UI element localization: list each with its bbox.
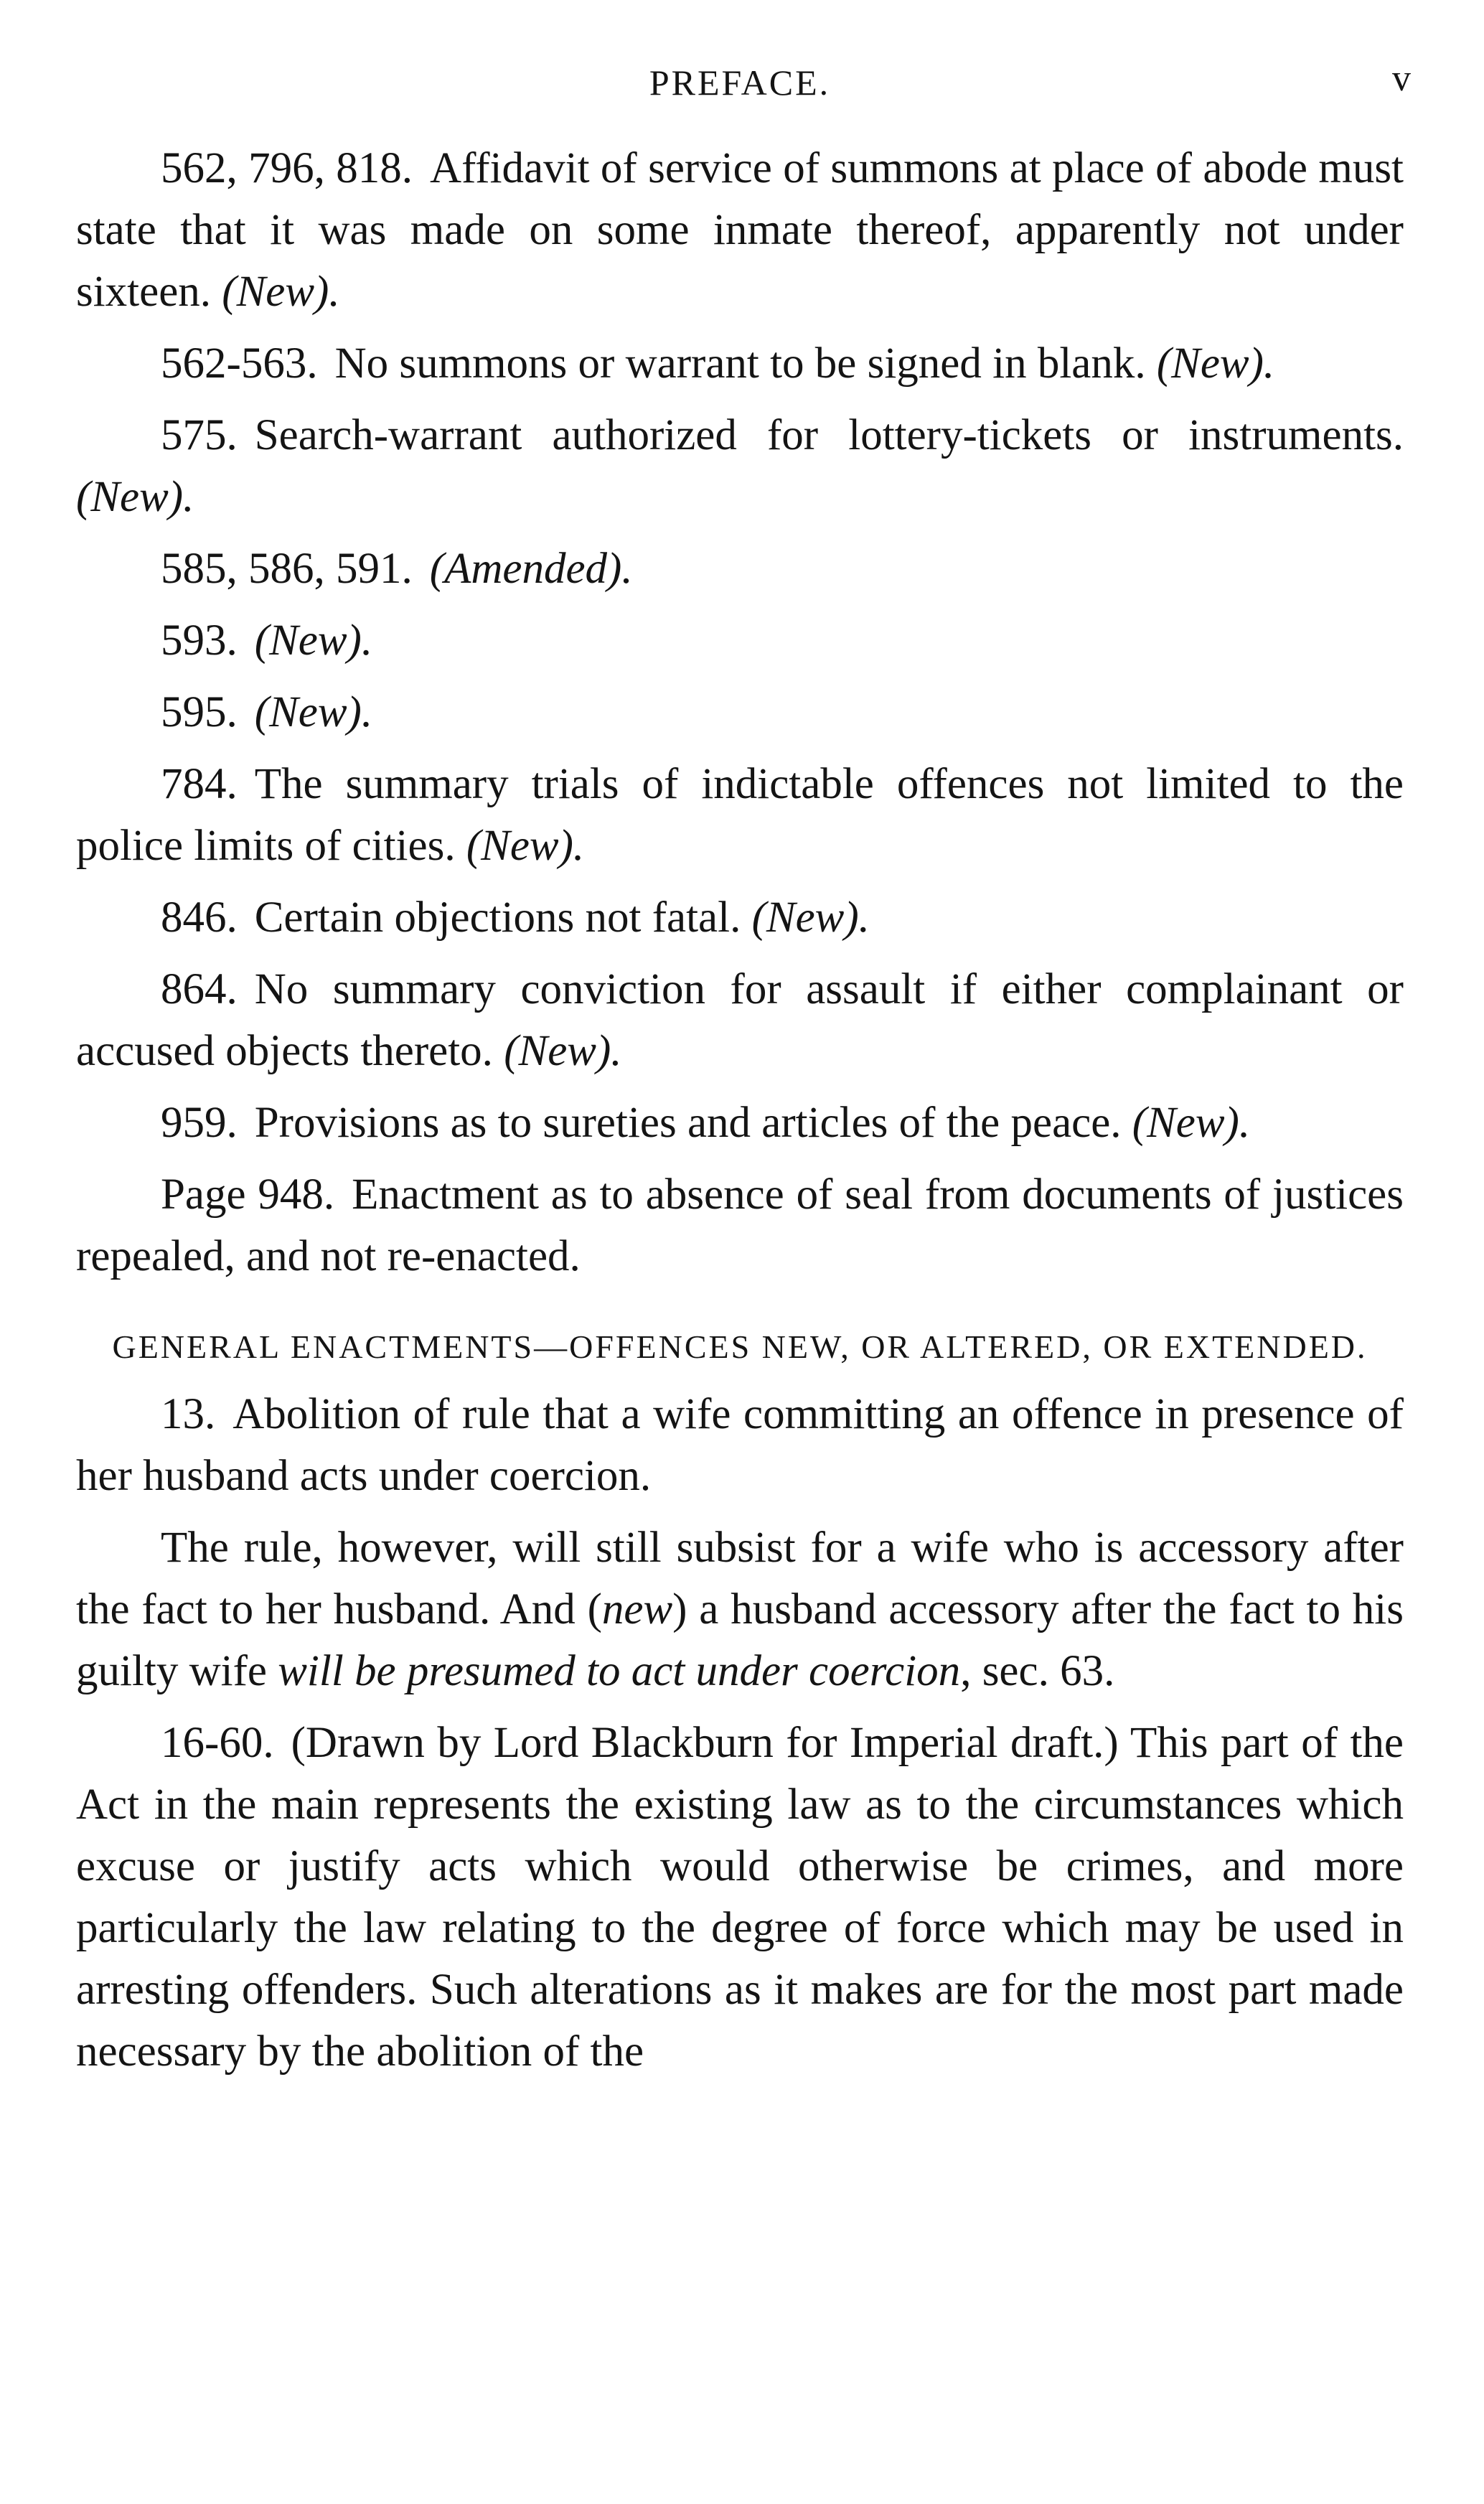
general-enactments [76,1384,1404,2083]
entry-text: Search-warrant authorized for lottery-tickets or instruments. [254,411,1404,459]
entry-number: 593. [161,616,238,665]
paragraph-text-start: The rule, however, will still subsist for a wife who is accessory after the fact to her husband. And ( [76,1524,1404,1633]
entry-note: (New). [254,688,373,736]
entry-864 [76,959,1404,1082]
entry-text: Abolition of rule that a wife committing an offence in presence of her husband acts under coercion. [76,1390,1404,1500]
entry-593 [76,610,1404,672]
entry-text: No summons or warrant to be signed in blank. [334,339,1146,388]
entry-number: 562, 796, 818. [161,144,413,192]
paragraph-text-middle: ) a husband accessory after the fact to his guilty wife [76,1585,1404,1695]
entry-number: 13. [161,1390,216,1438]
entry-note: (New). [751,894,870,942]
entry-16-60 [76,1712,1404,2083]
entry-585-586-591 [76,538,1404,600]
entry-note: (New). [1156,339,1275,388]
entry-text: The summary trials of indictable offences not limited to the police limits of cities. [76,760,1404,870]
entry-text: Affidavit of service of summons at place of abode must state that it was made on some inmate thereof, apparently not under sixteen. [76,144,1404,316]
paragraph-text-end: , sec. 63. [960,1647,1115,1695]
entry-846 [76,887,1404,949]
amendment-list [76,138,1404,1288]
entry-note: (Amended). [429,545,633,593]
entry-number: 16-60. [161,1719,274,1767]
italic-phrase: will be presumed to act under coercion [278,1647,961,1695]
entry-575 [76,405,1404,528]
entry-959 [76,1092,1404,1154]
section-heading: GENERAL ENACTMENTS—OFFENCES NEW, OR ALTERED, OR EXTENDED. [112,1328,1368,1365]
entry-number: 585, 586, 591. [161,545,413,593]
entry-number: 846. [161,894,238,942]
page-number: v [1392,58,1411,99]
entry-note: (New). [504,1027,622,1075]
entry-number: 784. [161,760,238,808]
entry-text: (Drawn by Lord Blackburn for Imperial draft.) This part of the Act in the main represents the existing law as to the circumstances which excuse or justify acts which would otherwise be crimes, and more particularly the law relating to the degree of force which may be used in arresting offenders. Such alterations as it makes are for the most part made necessary by the abolition of the [76,1719,1404,2076]
entry-562-796-818 [76,138,1404,323]
entry-number: Page 948. [161,1171,335,1219]
entry-text: Certain objections not fatal. [254,894,741,942]
entry-note: (New). [466,822,585,870]
entry-13 [76,1384,1404,1507]
entry-number: 864. [161,965,238,1013]
running-title: PREFACE. [649,62,831,103]
entry-number: 575. [161,411,238,459]
entry-text: Enactment as to absence of seal from documents of justices repealed, and not re-enacted. [76,1171,1404,1280]
entry-text: Provisions as to sureties and articles of the peace. [254,1099,1122,1147]
entry-note: (New). [222,268,340,316]
running-head [76,57,1411,115]
new-marker: new [601,1585,673,1633]
entry-note: (New). [1132,1099,1251,1147]
entry-562-563 [76,333,1404,395]
entry-note: (New). [76,473,194,521]
book-page [76,57,1411,2093]
coercion-rule-paragraph [76,1517,1404,1702]
entry-595 [76,682,1404,744]
entry-text: No summary conviction for assault if either complainant or accused objects thereto. [76,965,1404,1075]
entry-number: 595. [161,688,238,736]
entry-number: 562-563. [161,339,318,388]
entry-number: 959. [161,1099,238,1147]
entry-note: (New). [254,616,373,665]
entry-page-948 [76,1164,1404,1288]
entry-784 [76,754,1404,877]
